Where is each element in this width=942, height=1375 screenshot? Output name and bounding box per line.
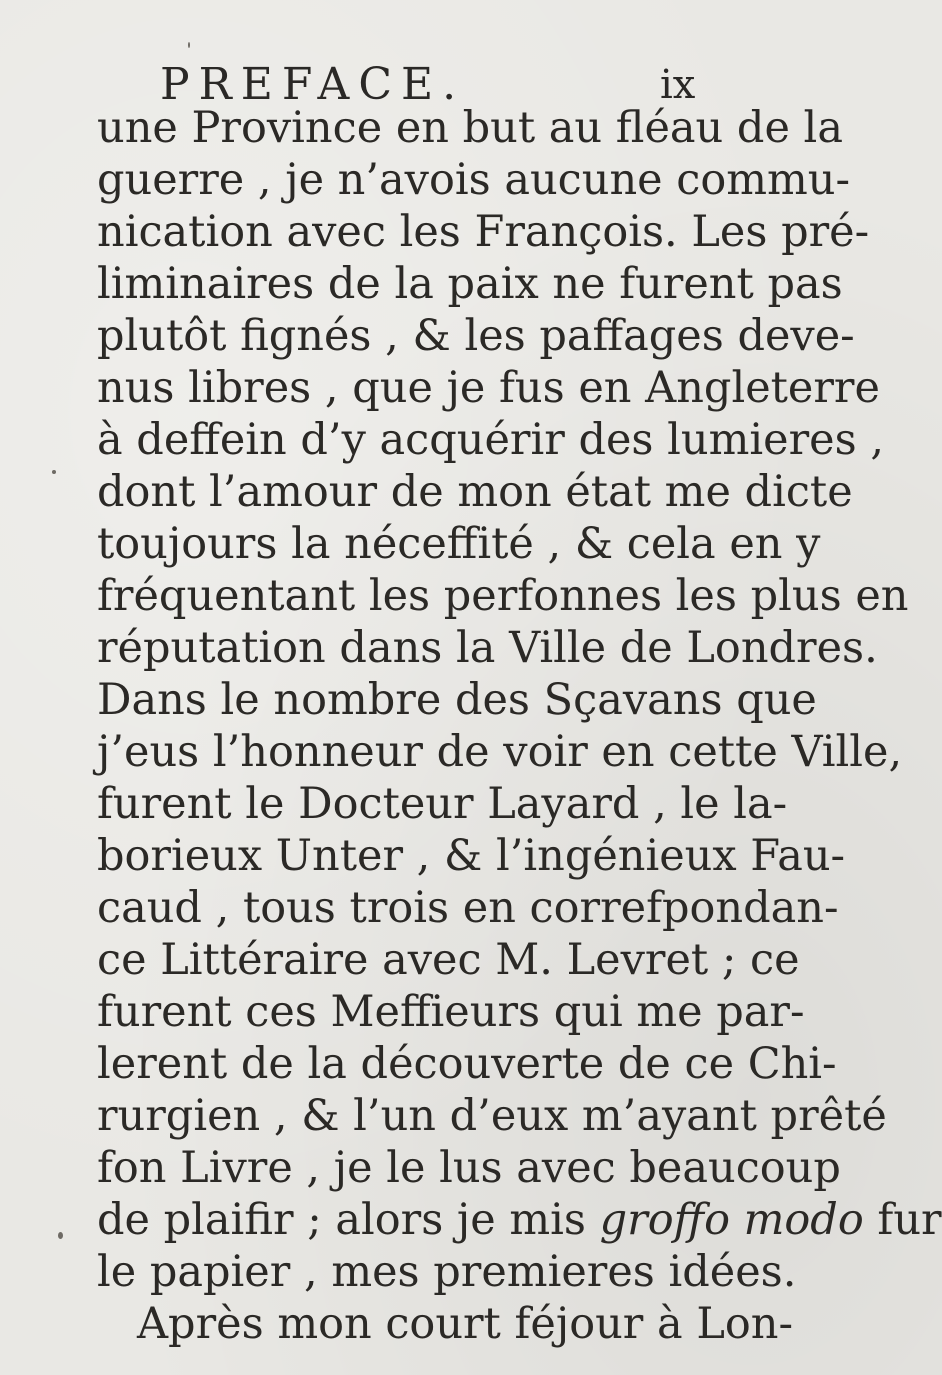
text-line: toujours la néceffité , & cela en y [97, 519, 821, 569]
text-line: furent le Docteur Layard , le la- [97, 779, 788, 829]
text-line: nication avec les François. Les pré- [97, 207, 870, 257]
text-line: une Province en but au fléau de la [97, 103, 843, 153]
text-line: réputation dans la Ville de Londres. [97, 623, 878, 673]
speck [58, 1232, 63, 1239]
page-number: ix [660, 62, 696, 108]
speck [188, 42, 190, 48]
text-line: à deffein d’y acquérir des lumieres , [97, 415, 884, 465]
running-title: PREFACE. [160, 59, 466, 110]
text-line: guerre , je n’avois aucune commu- [97, 155, 851, 205]
line-end: fur [863, 1195, 942, 1245]
italic-phrase: groffo modo [599, 1195, 864, 1245]
text-line: j’eus l’honneur de voir en cette Ville, [97, 727, 903, 777]
text-line: le papier , mes premieres idées. [97, 1247, 797, 1297]
text-line: fréquentant les perfonnes les plus en [97, 571, 909, 621]
text-line-italic-phrase [97, 1190, 942, 1250]
speck [52, 470, 56, 474]
text-line: caud , tous trois en correfpondan- [97, 883, 839, 933]
text-line: rurgien , & l’un d’eux m’ayant prêté [97, 1091, 887, 1141]
text-line: ce Littéraire avec M. Levret ; ce [97, 935, 800, 985]
text-line: plutôt fignés , & les paffages deve- [97, 311, 855, 361]
line-start: de plaifir ; alors je mis [97, 1195, 600, 1245]
text-line: nus libres , que je fus en Angleterre [97, 363, 880, 413]
text-line: Dans le nombre des Sçavans que [97, 675, 817, 725]
text-line: Après mon court féjour à Lon- [137, 1299, 793, 1349]
text-line: furent ces Meffieurs qui me par- [97, 987, 805, 1037]
text-line: lerent de la découverte de ce Chi- [97, 1039, 837, 1089]
text-line: dont l’amour de mon état me dicte [97, 467, 853, 517]
text-line: liminaires de la paix ne furent pas [97, 259, 843, 309]
text-line: fon Livre , je le lus avec beaucoup [97, 1143, 841, 1193]
text-line: borieux Unter , & l’ingénieux Fau- [97, 831, 846, 881]
